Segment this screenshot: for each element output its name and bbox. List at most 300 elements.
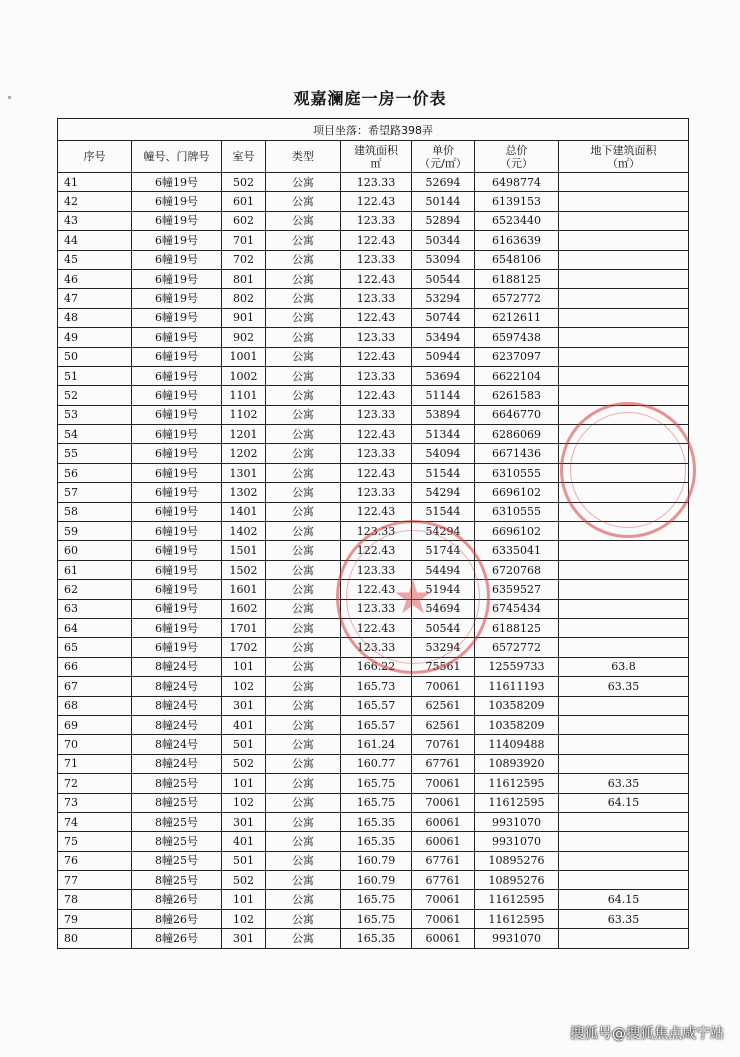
cell-seq: 49 <box>58 328 132 347</box>
cell-area: 166.22 <box>341 657 412 676</box>
table-body <box>58 173 689 949</box>
cell-unit-price: 67761 <box>412 754 475 773</box>
table-row <box>58 211 689 230</box>
header-room: 室号 <box>222 141 266 173</box>
cell-area: 161.24 <box>341 735 412 754</box>
table-row <box>58 366 689 385</box>
cell-underground-area: 63.35 <box>559 909 689 928</box>
cell-underground-area <box>559 754 689 773</box>
cell-seq: 46 <box>58 269 132 288</box>
cell-unit-price: 54294 <box>412 522 475 541</box>
cell-room: 1601 <box>222 580 266 599</box>
cell-total-price: 6188125 <box>475 269 559 288</box>
header-total-price-unit: （元） <box>500 156 533 170</box>
cell-room: 901 <box>222 308 266 327</box>
cell-area: 165.57 <box>341 696 412 715</box>
cell-type: 公寓 <box>266 793 341 812</box>
cell-room: 1401 <box>222 502 266 521</box>
cell-building: 6幢19号 <box>132 269 222 288</box>
cell-type: 公寓 <box>266 347 341 366</box>
table-row <box>58 832 689 851</box>
cell-area: 123.33 <box>341 638 412 657</box>
header-area-label: 建筑面积 <box>354 143 398 157</box>
cell-type: 公寓 <box>266 231 341 250</box>
cell-underground-area <box>559 425 689 444</box>
cell-underground-area: 63.35 <box>559 774 689 793</box>
cell-area: 122.43 <box>341 192 412 211</box>
cell-unit-price: 70061 <box>412 909 475 928</box>
cell-unit-price: 62561 <box>412 715 475 734</box>
cell-unit-price: 62561 <box>412 696 475 715</box>
cell-building: 8幢24号 <box>132 677 222 696</box>
cell-type: 公寓 <box>266 502 341 521</box>
cell-type: 公寓 <box>266 851 341 870</box>
cell-total-price: 6572772 <box>475 638 559 657</box>
cell-building: 8幢25号 <box>132 812 222 831</box>
cell-unit-price: 54694 <box>412 599 475 618</box>
cell-area: 123.33 <box>341 289 412 308</box>
cell-type: 公寓 <box>266 677 341 696</box>
cell-total-price: 11612595 <box>475 793 559 812</box>
cell-type: 公寓 <box>266 289 341 308</box>
cell-underground-area: 64.15 <box>559 793 689 812</box>
header-total-price-label: 总价 <box>505 143 528 157</box>
cell-type: 公寓 <box>266 754 341 773</box>
cell-unit-price: 53294 <box>412 638 475 657</box>
cell-area: 123.33 <box>341 328 412 347</box>
cell-unit-price: 67761 <box>412 851 475 870</box>
cell-seq: 79 <box>58 909 132 928</box>
cell-building: 6幢19号 <box>132 522 222 541</box>
cell-room: 1101 <box>222 386 266 405</box>
cell-area: 123.33 <box>341 405 412 424</box>
cell-underground-area <box>559 173 689 192</box>
cell-type: 公寓 <box>266 657 341 676</box>
cell-seq: 51 <box>58 366 132 385</box>
cell-seq: 62 <box>58 580 132 599</box>
cell-seq: 56 <box>58 463 132 482</box>
cell-total-price: 6671436 <box>475 444 559 463</box>
cell-unit-price: 51344 <box>412 425 475 444</box>
cell-type: 公寓 <box>266 328 341 347</box>
header-type: 类型 <box>266 141 341 173</box>
table-row <box>58 890 689 909</box>
cell-seq: 71 <box>58 754 132 773</box>
cell-total-price: 6359527 <box>475 580 559 599</box>
price-table <box>57 118 689 949</box>
cell-seq: 75 <box>58 832 132 851</box>
cell-room: 101 <box>222 774 266 793</box>
cell-seq: 80 <box>58 929 132 948</box>
cell-unit-price: 70061 <box>412 774 475 793</box>
cell-underground-area <box>559 929 689 948</box>
header-area <box>341 141 412 173</box>
cell-type: 公寓 <box>266 638 341 657</box>
cell-building: 6幢19号 <box>132 386 222 405</box>
cell-room: 1302 <box>222 483 266 502</box>
cell-underground-area <box>559 308 689 327</box>
cell-building: 8幢25号 <box>132 851 222 870</box>
cell-seq: 54 <box>58 425 132 444</box>
cell-building: 8幢25号 <box>132 832 222 851</box>
cell-underground-area: 63.8 <box>559 657 689 676</box>
cell-building: 6幢19号 <box>132 308 222 327</box>
table-row <box>58 677 689 696</box>
cell-underground-area <box>559 444 689 463</box>
cell-total-price: 11611193 <box>475 677 559 696</box>
header-unit-price-unit: （元/㎡） <box>419 156 467 170</box>
cell-type: 公寓 <box>266 522 341 541</box>
cell-unit-price: 70061 <box>412 890 475 909</box>
cell-total-price: 9931070 <box>475 929 559 948</box>
cell-type: 公寓 <box>266 308 341 327</box>
cell-underground-area <box>559 851 689 870</box>
cell-room: 501 <box>222 735 266 754</box>
cell-type: 公寓 <box>266 618 341 637</box>
cell-building: 6幢19号 <box>132 638 222 657</box>
cell-unit-price: 54494 <box>412 560 475 579</box>
cell-seq: 41 <box>58 173 132 192</box>
table-row <box>58 851 689 870</box>
cell-total-price: 6212611 <box>475 308 559 327</box>
cell-building: 8幢26号 <box>132 909 222 928</box>
cell-area: 122.43 <box>341 580 412 599</box>
page-title: 观嘉澜庭一房一价表 <box>293 89 447 108</box>
cell-area: 165.73 <box>341 677 412 696</box>
cell-seq: 69 <box>58 715 132 734</box>
cell-unit-price: 70061 <box>412 793 475 812</box>
project-location: 项目坐落：希望路398弄 <box>58 119 689 141</box>
table-row <box>58 638 689 657</box>
cell-total-price: 6498774 <box>475 173 559 192</box>
cell-type: 公寓 <box>266 735 341 754</box>
table-row <box>58 541 689 560</box>
cell-seq: 57 <box>58 483 132 502</box>
cell-unit-price: 53494 <box>412 328 475 347</box>
cell-building: 6幢19号 <box>132 580 222 599</box>
cell-total-price: 10358209 <box>475 715 559 734</box>
cell-area: 122.43 <box>341 463 412 482</box>
table-row <box>58 871 689 890</box>
cell-underground-area <box>559 366 689 385</box>
cell-total-price: 6335041 <box>475 541 559 560</box>
cell-room: 1201 <box>222 425 266 444</box>
cell-underground-area <box>559 502 689 521</box>
cell-unit-price: 67761 <box>412 871 475 890</box>
cell-area: 122.43 <box>341 618 412 637</box>
cell-area: 165.75 <box>341 774 412 793</box>
cell-seq: 63 <box>58 599 132 618</box>
table-row <box>58 269 689 288</box>
cell-seq: 60 <box>58 541 132 560</box>
cell-room: 702 <box>222 250 266 269</box>
cell-seq: 65 <box>58 638 132 657</box>
cell-building: 8幢24号 <box>132 735 222 754</box>
cell-underground-area <box>559 405 689 424</box>
cell-room: 102 <box>222 677 266 696</box>
cell-building: 6幢19号 <box>132 366 222 385</box>
cell-room: 101 <box>222 657 266 676</box>
cell-area: 160.79 <box>341 871 412 890</box>
cell-area: 165.75 <box>341 890 412 909</box>
cell-room: 401 <box>222 832 266 851</box>
cell-unit-price: 75561 <box>412 657 475 676</box>
cell-unit-price: 52694 <box>412 173 475 192</box>
cell-seq: 77 <box>58 871 132 890</box>
cell-unit-price: 51544 <box>412 463 475 482</box>
cell-area: 122.43 <box>341 231 412 250</box>
cell-seq: 64 <box>58 618 132 637</box>
cell-building: 8幢25号 <box>132 871 222 890</box>
cell-seq: 72 <box>58 774 132 793</box>
cell-total-price: 9931070 <box>475 812 559 831</box>
cell-unit-price: 60061 <box>412 929 475 948</box>
cell-unit-price: 51744 <box>412 541 475 560</box>
cell-building: 8幢24号 <box>132 657 222 676</box>
cell-underground-area <box>559 231 689 250</box>
cell-building: 6幢19号 <box>132 405 222 424</box>
table-row <box>58 405 689 424</box>
cell-area: 123.33 <box>341 250 412 269</box>
cell-area: 122.43 <box>341 541 412 560</box>
cell-area: 160.79 <box>341 851 412 870</box>
cell-unit-price: 54294 <box>412 483 475 502</box>
table-row <box>58 812 689 831</box>
cell-total-price: 6286069 <box>475 425 559 444</box>
cell-underground-area <box>559 211 689 230</box>
cell-building: 6幢19号 <box>132 173 222 192</box>
table-row <box>58 657 689 676</box>
header-underground-area-label: 地下建筑面积 <box>590 143 657 157</box>
cell-underground-area <box>559 328 689 347</box>
cell-unit-price: 53894 <box>412 405 475 424</box>
cell-room: 301 <box>222 812 266 831</box>
cell-underground-area <box>559 696 689 715</box>
cell-unit-price: 54094 <box>412 444 475 463</box>
cell-underground-area <box>559 269 689 288</box>
header-unit-price-label: 单价 <box>432 143 454 157</box>
cell-type: 公寓 <box>266 832 341 851</box>
table-row <box>58 618 689 637</box>
table-row <box>58 386 689 405</box>
cell-area: 123.33 <box>341 173 412 192</box>
cell-seq: 53 <box>58 405 132 424</box>
cell-seq: 42 <box>58 192 132 211</box>
cell-unit-price: 50544 <box>412 269 475 288</box>
cell-area: 123.33 <box>341 599 412 618</box>
cell-unit-price: 52894 <box>412 211 475 230</box>
cell-type: 公寓 <box>266 774 341 793</box>
cell-building: 6幢19号 <box>132 502 222 521</box>
cell-total-price: 6139153 <box>475 192 559 211</box>
cell-area: 123.33 <box>341 522 412 541</box>
cell-type: 公寓 <box>266 580 341 599</box>
cell-seq: 73 <box>58 793 132 812</box>
cell-underground-area <box>559 541 689 560</box>
cell-total-price: 6237097 <box>475 347 559 366</box>
cell-seq: 52 <box>58 386 132 405</box>
cell-seq: 59 <box>58 522 132 541</box>
cell-room: 701 <box>222 231 266 250</box>
cell-unit-price: 51944 <box>412 580 475 599</box>
cell-seq: 45 <box>58 250 132 269</box>
cell-total-price: 6597438 <box>475 328 559 347</box>
cell-area: 123.33 <box>341 560 412 579</box>
cell-building: 8幢25号 <box>132 793 222 812</box>
cell-type: 公寓 <box>266 541 341 560</box>
cell-total-price: 11612595 <box>475 890 559 909</box>
cell-type: 公寓 <box>266 269 341 288</box>
cell-total-price: 6163639 <box>475 231 559 250</box>
cell-total-price: 6261583 <box>475 386 559 405</box>
cell-underground-area <box>559 832 689 851</box>
header-underground-area-unit: （㎡） <box>607 156 640 170</box>
cell-type: 公寓 <box>266 444 341 463</box>
cell-underground-area <box>559 483 689 502</box>
cell-building: 6幢19号 <box>132 483 222 502</box>
cell-room: 1102 <box>222 405 266 424</box>
cell-type: 公寓 <box>266 173 341 192</box>
cell-building: 8幢26号 <box>132 929 222 948</box>
cell-underground-area <box>559 812 689 831</box>
cell-type: 公寓 <box>266 366 341 385</box>
cell-seq: 68 <box>58 696 132 715</box>
table-row <box>58 463 689 482</box>
cell-type: 公寓 <box>266 909 341 928</box>
cell-seq: 58 <box>58 502 132 521</box>
cell-room: 102 <box>222 793 266 812</box>
header-total-price <box>475 141 559 173</box>
cell-seq: 66 <box>58 657 132 676</box>
cell-building: 8幢26号 <box>132 890 222 909</box>
table-row <box>58 444 689 463</box>
cell-total-price: 6696102 <box>475 483 559 502</box>
table-row <box>58 793 689 812</box>
table-row <box>58 425 689 444</box>
cell-total-price: 6745434 <box>475 599 559 618</box>
cell-room: 1002 <box>222 366 266 385</box>
cell-room: 1001 <box>222 347 266 366</box>
cell-seq: 74 <box>58 812 132 831</box>
cell-underground-area <box>559 289 689 308</box>
table-row <box>58 735 689 754</box>
cell-room: 1602 <box>222 599 266 618</box>
cell-seq: 78 <box>58 890 132 909</box>
cell-total-price: 9931070 <box>475 832 559 851</box>
cell-unit-price: 70761 <box>412 735 475 754</box>
cell-unit-price: 60061 <box>412 812 475 831</box>
cell-total-price: 6646770 <box>475 405 559 424</box>
cell-room: 502 <box>222 173 266 192</box>
header-unit-price <box>412 141 475 173</box>
cell-type: 公寓 <box>266 483 341 502</box>
cell-building: 8幢25号 <box>132 774 222 793</box>
table-row <box>58 560 689 579</box>
cell-type: 公寓 <box>266 871 341 890</box>
cell-unit-price: 53094 <box>412 250 475 269</box>
cell-type: 公寓 <box>266 405 341 424</box>
cell-building: 6幢19号 <box>132 250 222 269</box>
cell-total-price: 6622104 <box>475 366 559 385</box>
cell-type: 公寓 <box>266 715 341 734</box>
cell-building: 6幢19号 <box>132 444 222 463</box>
cell-area: 122.43 <box>341 347 412 366</box>
cell-seq: 70 <box>58 735 132 754</box>
cell-seq: 55 <box>58 444 132 463</box>
header-seq: 序号 <box>58 141 132 173</box>
cell-total-price: 6572772 <box>475 289 559 308</box>
star-icon: ★ <box>392 570 434 624</box>
cell-unit-price: 70061 <box>412 677 475 696</box>
cell-total-price: 6720768 <box>475 560 559 579</box>
cell-room: 301 <box>222 696 266 715</box>
cell-building: 8幢24号 <box>132 696 222 715</box>
cell-room: 1702 <box>222 638 266 657</box>
cell-unit-price: 50944 <box>412 347 475 366</box>
watermark: 搜狐号@搜狐焦点咸宁站 <box>570 1026 724 1042</box>
cell-type: 公寓 <box>266 696 341 715</box>
cell-unit-price: 50344 <box>412 231 475 250</box>
cell-underground-area <box>559 192 689 211</box>
cell-building: 6幢19号 <box>132 231 222 250</box>
cell-underground-area <box>559 560 689 579</box>
cell-room: 1301 <box>222 463 266 482</box>
cell-unit-price: 60061 <box>412 832 475 851</box>
cell-room: 1501 <box>222 541 266 560</box>
cell-unit-price: 51144 <box>412 386 475 405</box>
cell-room: 801 <box>222 269 266 288</box>
cell-building: 6幢19号 <box>132 328 222 347</box>
cell-room: 1502 <box>222 560 266 579</box>
table-row <box>58 909 689 928</box>
cell-building: 8幢24号 <box>132 754 222 773</box>
cell-underground-area <box>559 715 689 734</box>
cell-area: 123.33 <box>341 211 412 230</box>
cell-total-price: 6696102 <box>475 522 559 541</box>
cell-total-price: 12559733 <box>475 657 559 676</box>
table-row <box>58 347 689 366</box>
cell-building: 6幢19号 <box>132 599 222 618</box>
header-building: 幢号、门牌号 <box>132 141 222 173</box>
table-row <box>58 696 689 715</box>
cell-underground-area <box>559 386 689 405</box>
cell-type: 公寓 <box>266 599 341 618</box>
cell-building: 6幢19号 <box>132 347 222 366</box>
cell-type: 公寓 <box>266 463 341 482</box>
table-row <box>58 328 689 347</box>
cell-area: 160.77 <box>341 754 412 773</box>
cell-total-price: 10893920 <box>475 754 559 773</box>
table-row <box>58 754 689 773</box>
cell-area: 122.43 <box>341 502 412 521</box>
cell-total-price: 10358209 <box>475 696 559 715</box>
cell-total-price: 6310555 <box>475 502 559 521</box>
cell-seq: 76 <box>58 851 132 870</box>
cell-building: 8幢24号 <box>132 715 222 734</box>
cell-room: 502 <box>222 754 266 773</box>
cell-room: 401 <box>222 715 266 734</box>
cell-area: 122.43 <box>341 386 412 405</box>
cell-total-price: 10895276 <box>475 851 559 870</box>
cell-area: 122.43 <box>341 308 412 327</box>
cell-total-price: 10895276 <box>475 871 559 890</box>
cell-underground-area <box>559 638 689 657</box>
cell-building: 6幢19号 <box>132 192 222 211</box>
cell-building: 6幢19号 <box>132 541 222 560</box>
cell-underground-area <box>559 735 689 754</box>
table-row <box>58 308 689 327</box>
cell-unit-price: 50544 <box>412 618 475 637</box>
